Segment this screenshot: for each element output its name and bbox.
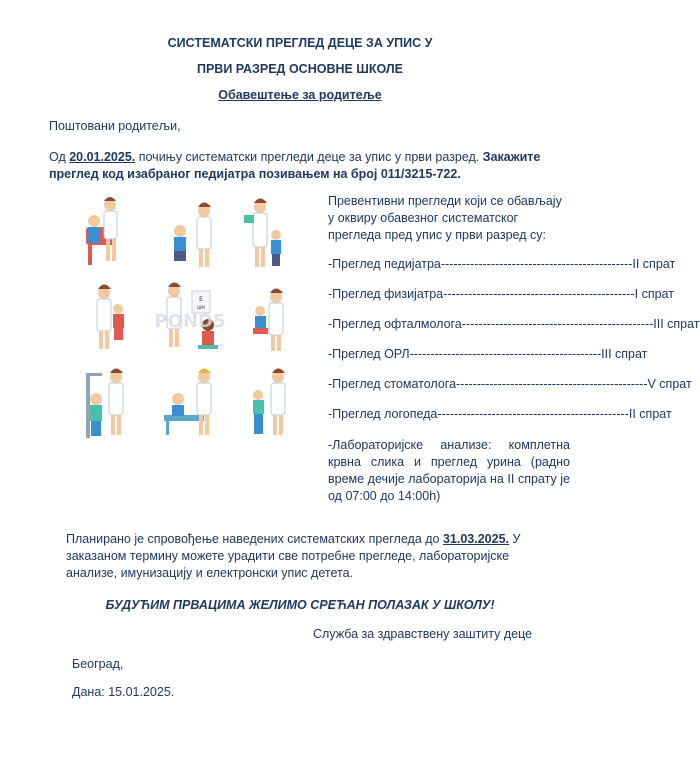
exam-floor: II спрат (628, 407, 672, 421)
scene-exam-chair (253, 289, 283, 352)
planned-prefix: Планирано је спровођење наведених систематских прегледа до (66, 532, 443, 546)
start-date: 20.01.2025. (69, 150, 136, 164)
motto: БУДУЋИМ ПРВАЦИМА ЖЕЛИМО СРЕЋАН ПОЛАЗАК У ШКОЛУ! (105, 598, 495, 612)
intro-prefix: Од (49, 150, 70, 164)
exam-name: -Преглед педијатра (328, 257, 441, 271)
scene-doctor-child (253, 369, 285, 436)
intro-paragraph (49, 149, 559, 183)
appointment-instruction: Закажите преглед код изабраног педијатра позивањем на број 011/3215-722. (49, 150, 541, 181)
document-date: Дана: 15.01.2025. (72, 685, 175, 699)
exam-name: -Преглед физијатра (328, 287, 444, 301)
end-date: 31.03.2025. (442, 532, 510, 546)
exam-name: -Преглед офталмолога (328, 317, 462, 331)
scene-tablet (244, 199, 281, 268)
scene-stethoscope (97, 285, 124, 350)
scene-height-measure (86, 369, 123, 439)
svg-text:ШМ: ШМ (197, 305, 205, 310)
exam-item: -Преглед стоматолога ---------------------------------------------- V спрат (328, 377, 692, 391)
intro-middle: почињу систематски прегледи деце за упис у први разред. (135, 150, 483, 164)
doctor-illustration (70, 193, 310, 458)
exam-floor: I спрат (634, 287, 674, 301)
exam-item: -Преглед педијатра ---------------------------------------------- II спрат (328, 257, 676, 271)
exam-item: -Преглед физијатра ---------------------------------------------- I спрат (328, 287, 674, 301)
watermark: POND5 (154, 311, 226, 332)
scene-exam-bed (164, 369, 211, 436)
exam-floor: V спрат (647, 377, 692, 391)
notice-subtitle: Обавештење за родитеље (218, 88, 382, 102)
exam-item: -Преглед логопеда ---------------------------------------------- II спрат (328, 407, 672, 421)
greeting: Поштовани родитељи, (49, 119, 181, 133)
exam-item: -Преглед офталмолога ---------------------------------------------- III спрат (328, 317, 700, 331)
exam-floor: III спрат (601, 347, 648, 361)
service-name: Служба за здравствену заштиту деце (313, 627, 533, 641)
exam-floor: III спрат (653, 317, 700, 331)
exam-name: -Преглед логопеда (328, 407, 438, 421)
exam-item: -Преглед ОРЛ ---------------------------------------------- III спрат (328, 347, 648, 361)
preventive-intro: Превентивни прегледи који се обављају у оквиру обавезног систематског прегледа пред упис у први разред су: (328, 194, 562, 242)
planned-suffix: У заказаном термину можете урадити све потребне прегледе, лабораторијске анализе, имунизацију и електронски упис детета. (66, 532, 521, 580)
scene-weighing (86, 197, 117, 265)
exam-name: -Преглед стоматолога (328, 377, 457, 391)
lab-analysis: -Лабораторијске анализе: комплетна крвна слика и преглед урина (радно време дечије лабораторија на II спрату је од 07:00 до 14:00h) (328, 438, 570, 503)
exam-floor: II спрат (632, 257, 676, 271)
svg-text:E: E (199, 296, 203, 303)
exam-name: -Преглед ОРЛ (328, 347, 410, 361)
planned-paragraph (66, 531, 546, 582)
scene-ear-check (174, 203, 211, 268)
title-line-1: СИСТЕМАТСКИ ПРЕГЛЕД ДЕЦЕ ЗА УПИС У (167, 36, 433, 50)
title-line-2: ПРВИ РАЗРЕД ОСНОВНЕ ШКОЛЕ (196, 62, 404, 76)
city: Београд, (72, 657, 124, 671)
